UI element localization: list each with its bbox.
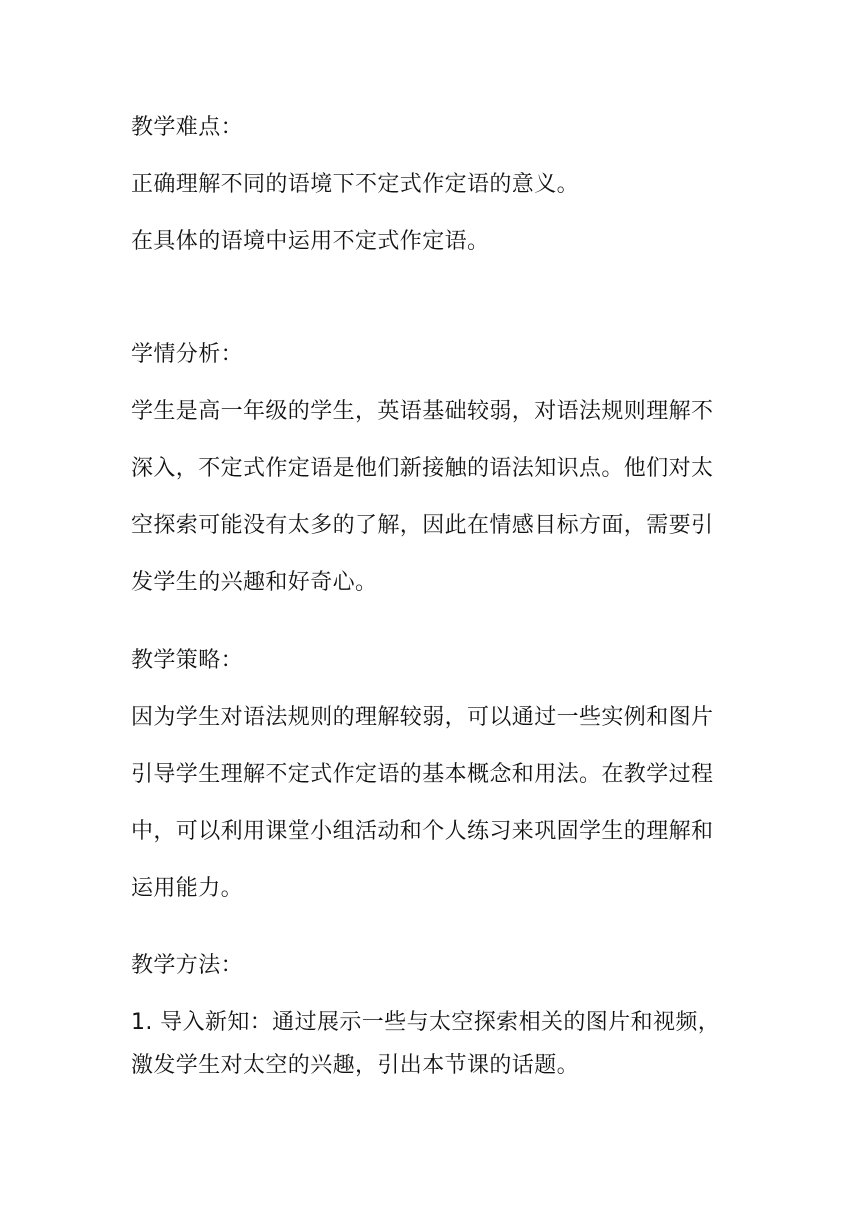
- paragraph-line: 引导学生理解不定式作定语的基本概念和用法。在教学过程: [131, 762, 714, 787]
- paragraph-line: 发学生的兴趣和好奇心。: [131, 570, 378, 595]
- paragraph-line: 深入，不定式作定语是他们新接触的语法知识点。他们对太: [131, 456, 714, 481]
- section-heading-teaching-strategy: 教学策略：: [131, 648, 244, 673]
- paragraph-line: 中，可以利用课堂小组活动和个人练习来巩固学生的理解和: [131, 819, 714, 844]
- paragraph-line: 正确理解不同的语境下不定式作定语的意义。: [131, 172, 580, 197]
- paragraph-line: 空探索可能没有太多的了解，因此在情感目标方面，需要引: [131, 513, 714, 538]
- paragraph-line: 因为学生对语法规则的理解较弱，可以通过一些实例和图片: [131, 705, 714, 730]
- paragraph-line: 运用能力。: [131, 876, 244, 901]
- paragraph-line: 激发学生对太空的兴趣，引出本节课的话题。: [131, 1053, 580, 1078]
- section-heading-teaching-methods: 教学方法：: [131, 953, 244, 978]
- paragraph-line: 在具体的语境中运用不定式作定语。: [131, 229, 490, 254]
- section-heading-difficulties: 教学难点：: [131, 115, 244, 140]
- paragraph-line: 学生是高一年级的学生，英语基础较弱，对语法规则理解不: [131, 399, 714, 424]
- section-heading-student-analysis: 学情分析：: [131, 342, 244, 367]
- paragraph-line: 1. 导入新知：通过展示一些与太空探索相关的图片和视频，: [131, 1010, 721, 1035]
